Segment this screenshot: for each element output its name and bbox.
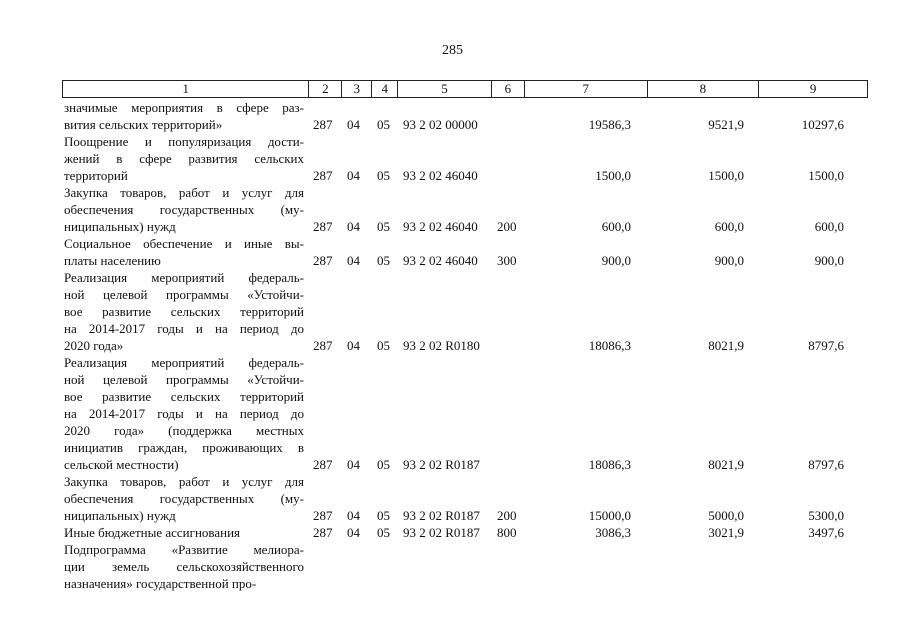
cell-c8: 3021,9 [708, 525, 744, 540]
cell-c5: 93 2 02 46040 [403, 253, 478, 268]
header-col-4: 4 [372, 81, 398, 97]
description-line: обеспечения государственных (му- [64, 202, 304, 217]
row-description [64, 99, 304, 133]
cell-c5: 93 2 02 R0187 [403, 457, 480, 472]
cell-c3: 04 [347, 253, 360, 268]
description-line: платы населению [64, 253, 161, 268]
cell-c2: 287 [313, 457, 333, 472]
description-line: ниципальных) нужд [64, 508, 176, 523]
cell-c9: 8797,6 [808, 457, 844, 472]
table-row [0, 99, 905, 133]
cell-c7: 900,0 [601, 253, 631, 268]
row-description [64, 235, 304, 269]
row-description [64, 133, 304, 184]
description-line: Закупка товаров, работ и услуг для [64, 185, 304, 200]
description-line: Реализация мероприятий федераль- [64, 355, 304, 370]
table-row [0, 354, 905, 473]
cell-c8: 900,0 [714, 253, 744, 268]
cell-c5: 93 2 02 00000 [403, 117, 478, 132]
cell-c7: 18086,3 [588, 457, 631, 472]
description-line: ной целевой программы «Устойчи- [64, 287, 304, 302]
cell-c3: 04 [347, 525, 360, 540]
table-row [0, 524, 905, 541]
description-line: вития сельских территорий» [64, 117, 223, 132]
cell-c2: 287 [313, 508, 333, 523]
row-description [64, 354, 304, 473]
cell-c3: 04 [347, 457, 360, 472]
cell-c7: 18086,3 [588, 338, 631, 353]
description-line: Подпрограмма «Развитие мелиора- [64, 542, 304, 557]
table-row [0, 235, 905, 269]
cell-c7: 600,0 [601, 219, 631, 234]
cell-c6: 200 [497, 508, 517, 523]
table-row [0, 133, 905, 184]
description-line: территорий [64, 168, 128, 183]
description-line: жений в сфере развития сельских [64, 151, 304, 166]
description-line: инициатив граждан, проживающих в [64, 440, 304, 455]
header-col-9: 9 [809, 81, 817, 96]
header-col-8: 8 [648, 81, 760, 97]
description-line: обеспечения государственных (му- [64, 491, 304, 506]
cell-c9: 3497,6 [808, 525, 844, 540]
cell-c2: 287 [313, 219, 333, 234]
description-line: Социальное обеспечение и иные вы- [64, 236, 304, 251]
description-line: 2020 года» (поддержка местных [64, 423, 304, 438]
cell-c8: 5000,0 [708, 508, 744, 523]
cell-c4: 05 [377, 457, 390, 472]
row-description [64, 541, 304, 592]
cell-c9: 600,0 [814, 219, 844, 234]
description-line: ниципальных) нужд [64, 219, 176, 234]
description-line: вое развитие сельских территорий [64, 304, 304, 319]
cell-c4: 05 [377, 168, 390, 183]
cell-c7: 3086,3 [595, 525, 631, 540]
cell-c3: 04 [347, 168, 360, 183]
cell-c8: 8021,9 [708, 457, 744, 472]
cell-c2: 287 [313, 117, 333, 132]
cell-c8: 9521,9 [708, 117, 744, 132]
cell-c6: 200 [497, 219, 517, 234]
cell-c2: 287 [313, 525, 333, 540]
description-line: значимые мероприятия в сфере раз- [64, 100, 304, 115]
header-col-3: 3 [342, 81, 372, 97]
page-number: 285 [442, 43, 463, 58]
table-header [62, 80, 868, 98]
cell-c6: 300 [497, 253, 517, 268]
row-description [64, 524, 304, 541]
description-line: ции земель сельскохозяйственного [64, 559, 304, 574]
header-col-7: 7 [525, 81, 648, 97]
cell-c2: 287 [313, 168, 333, 183]
table-row [0, 541, 905, 592]
cell-c4: 05 [377, 219, 390, 234]
cell-c3: 04 [347, 508, 360, 523]
cell-c4: 05 [377, 338, 390, 353]
cell-c9: 900,0 [814, 253, 844, 268]
cell-c5: 93 2 02 46040 [403, 168, 478, 183]
cell-c9: 5300,0 [808, 508, 844, 523]
row-description [64, 473, 304, 524]
description-line: Закупка товаров, работ и услуг для [64, 474, 304, 489]
description-line: вое развитие сельских территорий [64, 389, 304, 404]
description-line: Реализация мероприятий федераль- [64, 270, 304, 285]
cell-c5: 93 2 02 R0187 [403, 508, 480, 523]
cell-c3: 04 [347, 338, 360, 353]
description-line: Поощрение и популяризация дости- [64, 134, 304, 149]
header-col-5: 5 [398, 81, 492, 97]
row-description [64, 269, 304, 354]
cell-c4: 05 [377, 508, 390, 523]
cell-c2: 287 [313, 253, 333, 268]
description-line: на 2014-2017 годы и на период до [64, 321, 304, 336]
cell-c4: 05 [377, 253, 390, 268]
cell-c8: 8021,9 [708, 338, 744, 353]
description-line: на 2014-2017 годы и на период до [64, 406, 304, 421]
cell-c9: 1500,0 [808, 168, 844, 183]
description-line: 2020 года» [64, 338, 124, 353]
cell-c5: 93 2 02 R0187 [403, 525, 480, 540]
cell-c8: 1500,0 [708, 168, 744, 183]
cell-c3: 04 [347, 117, 360, 132]
cell-c5: 93 2 02 R0180 [403, 338, 480, 353]
cell-c8: 600,0 [714, 219, 744, 234]
cell-c4: 05 [377, 117, 390, 132]
header-col-6: 6 [492, 81, 525, 97]
cell-c7: 19586,3 [588, 117, 631, 132]
cell-c7: 15000,0 [588, 508, 631, 523]
cell-c6: 800 [497, 525, 517, 540]
row-description [64, 184, 304, 235]
table-row [0, 269, 905, 354]
header-col-2: 2 [309, 81, 342, 97]
description-line: ной целевой программы «Устойчи- [64, 372, 304, 387]
table-row [0, 184, 905, 235]
cell-c2: 287 [313, 338, 333, 353]
cell-c4: 05 [377, 525, 390, 540]
description-line: сельской местности) [64, 457, 179, 472]
cell-c5: 93 2 02 46040 [403, 219, 478, 234]
cell-c3: 04 [347, 219, 360, 234]
header-col-1: 1 [63, 81, 309, 97]
description-line: Иные бюджетные ассигнования [64, 525, 241, 540]
cell-c9: 10297,6 [801, 117, 844, 132]
table-row [0, 473, 905, 524]
description-line: назначения» государственной про- [64, 576, 257, 591]
cell-c7: 1500,0 [595, 168, 631, 183]
cell-c9: 8797,6 [808, 338, 844, 353]
